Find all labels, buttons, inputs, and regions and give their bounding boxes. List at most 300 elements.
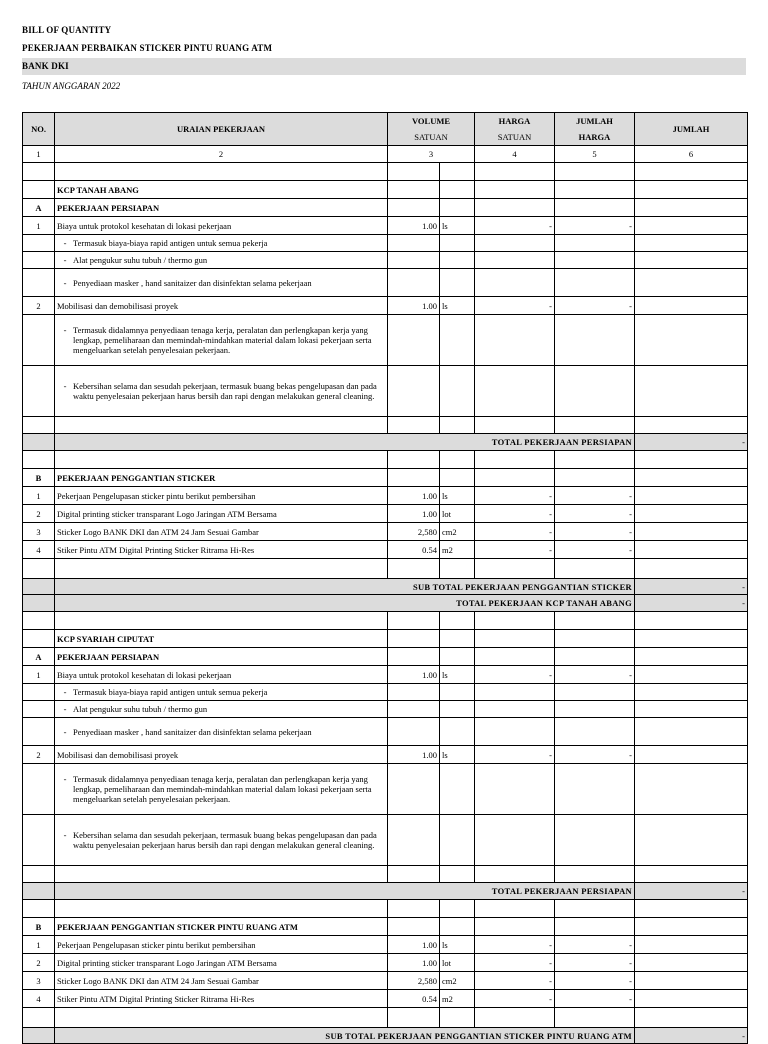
item-description: Digital printing sticker transparant Logo Jaringan ATM Bersama (55, 954, 388, 972)
table-cell (388, 417, 440, 434)
bullet-text: Termasuk didalamnya penyediaan tenaga kerja, peralatan dan perlengkapan kerja yang lengkap, pemeliharaan dan memindah-mindahkan material dalam lokasi pekerjaan serta mengeluarkan setelah penyelesaian pekerjaan. (73, 325, 372, 355)
table-row (23, 648, 748, 666)
table-row (23, 252, 748, 269)
bullet-dash: - (63, 726, 67, 737)
item-unit: cm2 (440, 972, 475, 990)
table-cell (475, 559, 555, 579)
table-cell (388, 1008, 440, 1028)
item-description: Biaya untuk protokol kesehatan di lokasi pekerjaan (55, 217, 388, 235)
table-cell (23, 764, 55, 815)
table-row (23, 815, 748, 866)
table-cell (388, 701, 440, 718)
table-cell (388, 366, 440, 417)
table-cell (23, 417, 55, 434)
table-cell (440, 366, 475, 417)
col-number: 6 (635, 146, 748, 163)
item-description: Sticker Logo BANK DKI dan ATM 24 Jam Sesuai Gambar (55, 523, 388, 541)
bullet-text: Penyediaan masker , hand sanitaizer dan disinfektan selama pekerjaan (73, 726, 312, 737)
bullet-text: Alat pengukur suhu tubuh / thermo gun (73, 704, 208, 714)
table-row (23, 217, 748, 235)
section-code: A (23, 648, 55, 666)
table-row (23, 883, 748, 900)
table-cell (388, 900, 440, 918)
table-row (23, 595, 748, 612)
item-unit: lot (440, 954, 475, 972)
item-number: 1 (23, 217, 55, 235)
table-cell (635, 451, 748, 469)
table-cell (23, 701, 55, 718)
col-number: 1 (23, 146, 55, 163)
item-total-price: - (555, 217, 635, 235)
item-volume: 2,580 (388, 972, 440, 990)
table-cell (555, 648, 635, 666)
bullet-item (57, 704, 385, 714)
item-number: 3 (23, 523, 55, 541)
table-row (23, 451, 748, 469)
table-cell (388, 612, 440, 630)
table-row (23, 181, 748, 199)
table-cell (635, 701, 748, 718)
table-cell (635, 990, 748, 1008)
item-total-price: - (555, 523, 635, 541)
table-cell (23, 595, 55, 612)
bullet-item (57, 238, 385, 248)
item-unit-price: - (475, 541, 555, 559)
table-cell (635, 746, 748, 764)
subtotal-sticker-label: SUB TOTAL PEKERJAAN PENGGANTIAN STICKER (55, 579, 635, 595)
table-cell (635, 684, 748, 701)
total-persiapan-label: TOTAL PEKERJAAN PERSIAPAN (55, 434, 635, 451)
table-cell (475, 199, 555, 217)
col-number: 3 (388, 146, 475, 163)
table-row (23, 417, 748, 434)
client-name: BANK DKI (22, 58, 746, 75)
item-unit-price: - (475, 746, 555, 764)
table-cell (475, 1008, 555, 1028)
table-cell (475, 900, 555, 918)
bullet-dash: - (63, 255, 67, 265)
item-number: 1 (23, 936, 55, 954)
table-cell (555, 366, 635, 417)
table-cell (635, 559, 748, 579)
table-cell (635, 487, 748, 505)
table-cell (555, 235, 635, 252)
item-description: Stiker Pintu ATM Digital Printing Sticker Ritrama Hi-Res (55, 990, 388, 1008)
item-volume: 2,580 (388, 523, 440, 541)
table-cell (475, 701, 555, 718)
table-cell (555, 269, 635, 297)
table-cell (475, 918, 555, 936)
table-row (23, 297, 748, 315)
table-cell (475, 315, 555, 366)
table-cell (388, 163, 440, 181)
boq-table (22, 112, 748, 1044)
item-number: 4 (23, 541, 55, 559)
table-cell (635, 918, 748, 936)
bullet-cell (55, 315, 388, 366)
table-cell (23, 235, 55, 252)
item-unit: ls (440, 217, 475, 235)
table-cell (555, 181, 635, 199)
item-total-price: - (555, 936, 635, 954)
table-cell (55, 900, 388, 918)
table-cell (388, 918, 440, 936)
table-cell (635, 954, 748, 972)
item-unit: cm2 (440, 523, 475, 541)
item-number: 2 (23, 505, 55, 523)
item-unit-price: - (475, 990, 555, 1008)
table-row (23, 954, 748, 972)
bullet-cell (55, 684, 388, 701)
bullet-item (57, 774, 385, 804)
table-row (23, 972, 748, 990)
table-cell (555, 866, 635, 883)
item-volume: 1.00 (388, 297, 440, 315)
bullet-cell (55, 252, 388, 269)
item-description: Mobilisasi dan demobilisasi proyek (55, 297, 388, 315)
item-unit: ls (440, 297, 475, 315)
table-cell (475, 866, 555, 883)
fiscal-year: TAHUN ANGGARAN 2022 (22, 81, 121, 91)
table-cell (475, 684, 555, 701)
section-code (23, 181, 55, 199)
section-title: KCP SYARIAH CIPUTAT (55, 630, 388, 648)
table-cell (475, 366, 555, 417)
table-row (23, 559, 748, 579)
table-cell (635, 297, 748, 315)
table-row (23, 579, 748, 595)
table-cell (635, 541, 748, 559)
item-number: 3 (23, 972, 55, 990)
total-kcp-value: - (635, 595, 748, 612)
col-number: 4 (475, 146, 555, 163)
item-unit-price: - (475, 487, 555, 505)
col-header-jumlah-harga: HARGA (555, 129, 635, 146)
item-unit-price: - (475, 297, 555, 315)
item-volume: 1.00 (388, 746, 440, 764)
table-cell (388, 684, 440, 701)
table-cell (635, 866, 748, 883)
table-row (23, 269, 748, 297)
bullet-dash: - (63, 325, 67, 335)
table-cell (555, 918, 635, 936)
table-cell (440, 630, 475, 648)
section-title: PEKERJAAN PENGGANTIAN STICKER PINTU RUANG ATM (55, 918, 388, 936)
table-cell (555, 1008, 635, 1028)
col-number: 5 (555, 146, 635, 163)
table-cell (475, 163, 555, 181)
table-cell (635, 648, 748, 666)
table-cell (388, 181, 440, 199)
item-description: Sticker Logo BANK DKI dan ATM 24 Jam Sesuai Gambar (55, 972, 388, 990)
table-cell (388, 559, 440, 579)
table-cell (23, 866, 55, 883)
table-cell (635, 505, 748, 523)
table-cell (388, 648, 440, 666)
item-description: Pekerjaan Pengelupasan sticker pintu berikut pembersihan (55, 936, 388, 954)
table-cell (23, 579, 55, 595)
table-cell (440, 235, 475, 252)
table-cell (635, 900, 748, 918)
table-cell (23, 1008, 55, 1028)
col-header-harga-satuan: SATUAN (475, 129, 555, 146)
table-cell (555, 163, 635, 181)
table-cell (440, 199, 475, 217)
bullet-text: Termasuk biaya-biaya rapid antigen untuk semua pekerja (73, 238, 268, 248)
item-description: Pekerjaan Pengelupasan sticker pintu berikut pembersihan (55, 487, 388, 505)
item-total-price: - (555, 297, 635, 315)
table-cell (475, 815, 555, 866)
table-cell (555, 451, 635, 469)
section-title: PEKERJAAN PERSIAPAN (55, 199, 388, 217)
col-header-satuan: SATUAN (388, 129, 475, 146)
item-description: Stiker Pintu ATM Digital Printing Sticker Ritrama Hi-Res (55, 541, 388, 559)
table-row (23, 235, 748, 252)
col-header-jumlah: JUMLAH (555, 113, 635, 130)
table-cell (440, 764, 475, 815)
table-cell (475, 451, 555, 469)
table-cell (635, 718, 748, 746)
table-row (23, 764, 748, 815)
item-total-price: - (555, 954, 635, 972)
table-cell (555, 718, 635, 746)
table-cell (440, 718, 475, 746)
table-cell (635, 235, 748, 252)
bullet-dash: - (63, 704, 67, 714)
table-cell (440, 269, 475, 297)
table-cell (440, 701, 475, 718)
col-number: 2 (55, 146, 388, 163)
table-cell (475, 181, 555, 199)
bullet-text: Termasuk biaya-biaya rapid antigen untuk semua pekerja (73, 687, 268, 697)
table-cell (475, 417, 555, 434)
table-row (23, 505, 748, 523)
table-cell (635, 366, 748, 417)
table-cell (388, 451, 440, 469)
table-cell (555, 315, 635, 366)
bullet-dash: - (63, 381, 67, 391)
table-row (23, 469, 748, 487)
table-cell (635, 972, 748, 990)
item-unit-price: - (475, 954, 555, 972)
item-total-price: - (555, 972, 635, 990)
section-title: KCP TANAH ABANG (55, 181, 388, 199)
section-title: PEKERJAAN PERSIAPAN (55, 648, 388, 666)
section-code: A (23, 199, 55, 217)
table-cell (55, 163, 388, 181)
total-persiapan-value: - (635, 434, 748, 451)
table-cell (475, 235, 555, 252)
item-unit-price: - (475, 936, 555, 954)
item-unit-price: - (475, 523, 555, 541)
bullet-cell (55, 269, 388, 297)
table-cell (475, 648, 555, 666)
table-cell (23, 163, 55, 181)
item-number: 2 (23, 954, 55, 972)
table-cell (635, 630, 748, 648)
table-cell (475, 630, 555, 648)
table-cell (440, 469, 475, 487)
total-persiapan-label: TOTAL PEKERJAAN PERSIAPAN (55, 883, 635, 900)
table-cell (440, 815, 475, 866)
table-cell (475, 269, 555, 297)
bullet-item (57, 727, 385, 737)
item-total-price: - (555, 541, 635, 559)
table-row (23, 666, 748, 684)
item-number: 2 (23, 746, 55, 764)
table-cell (635, 1008, 748, 1028)
table-cell (388, 315, 440, 366)
table-cell (23, 718, 55, 746)
table-cell (55, 612, 388, 630)
table-cell (555, 684, 635, 701)
table-row (23, 684, 748, 701)
table-cell (635, 815, 748, 866)
table-cell (555, 417, 635, 434)
table-cell (388, 252, 440, 269)
bullet-text: Alat pengukur suhu tubuh / thermo gun (73, 255, 208, 265)
item-unit: ls (440, 666, 475, 684)
table-cell (635, 417, 748, 434)
bullet-item (57, 255, 385, 265)
table-row (23, 612, 748, 630)
section-code: B (23, 469, 55, 487)
bullet-cell (55, 764, 388, 815)
table-row (23, 163, 748, 181)
bullet-text: Penyediaan masker , hand sanitaizer dan disinfektan selama pekerjaan (73, 277, 312, 288)
table-cell (635, 764, 748, 815)
table-cell (635, 163, 748, 181)
table-cell (23, 684, 55, 701)
bullet-cell (55, 815, 388, 866)
table-cell (55, 559, 388, 579)
boq-table-body (23, 113, 748, 1044)
table-cell (635, 217, 748, 235)
total-persiapan-value: - (635, 883, 748, 900)
table-row (23, 918, 748, 936)
total-kcp-label: TOTAL PEKERJAAN KCP TANAH ABANG (55, 595, 635, 612)
table-cell (635, 199, 748, 217)
bullet-dash: - (63, 687, 67, 697)
table-cell (475, 469, 555, 487)
table-cell (388, 866, 440, 883)
item-volume: 1.00 (388, 666, 440, 684)
table-cell (440, 163, 475, 181)
table-cell (555, 900, 635, 918)
table-cell (23, 269, 55, 297)
table-row (23, 990, 748, 1008)
bullet-text: Kebersihan selama dan sesudah pekerjaan, termasuk buang bekas pengelupasan dan pada waktu penyelesaian pekerjaan harus bersih dan rapi dengan melakukan general cleaning. (73, 830, 377, 850)
table-cell (635, 666, 748, 684)
bullet-dash: - (63, 238, 67, 248)
table-cell (440, 1008, 475, 1028)
item-volume: 1.00 (388, 487, 440, 505)
table-row (23, 366, 748, 417)
table-cell (635, 269, 748, 297)
item-volume: 1.00 (388, 954, 440, 972)
col-header-volume: VOLUME (388, 113, 475, 130)
table-cell (475, 612, 555, 630)
bullet-dash: - (63, 774, 67, 784)
section-code (23, 630, 55, 648)
item-unit: m2 (440, 990, 475, 1008)
item-total-price: - (555, 505, 635, 523)
item-volume: 0.54 (388, 990, 440, 1008)
table-cell (23, 315, 55, 366)
item-unit: ls (440, 746, 475, 764)
item-unit: ls (440, 936, 475, 954)
item-number: 1 (23, 487, 55, 505)
table-cell (635, 936, 748, 954)
table-cell (23, 815, 55, 866)
item-unit: m2 (440, 541, 475, 559)
table-cell (555, 764, 635, 815)
table-cell (635, 181, 748, 199)
item-volume: 1.00 (388, 936, 440, 954)
table-cell (555, 612, 635, 630)
table-cell (55, 1008, 388, 1028)
table-cell (388, 469, 440, 487)
item-total-price: - (555, 666, 635, 684)
table-cell (23, 612, 55, 630)
bullet-item (57, 381, 385, 401)
col-header-harga: HARGA (475, 113, 555, 130)
item-unit-price: - (475, 217, 555, 235)
table-cell (555, 559, 635, 579)
table-cell (635, 315, 748, 366)
table-cell (635, 523, 748, 541)
table-cell (23, 900, 55, 918)
table-row (23, 434, 748, 451)
col-header-jumlah-total: JUMLAH (635, 113, 748, 146)
table-cell (23, 451, 55, 469)
table-row (23, 1008, 748, 1028)
section-code: B (23, 918, 55, 936)
bullet-cell (55, 366, 388, 417)
table-cell (55, 866, 388, 883)
table-cell (440, 866, 475, 883)
table-cell (388, 269, 440, 297)
table-row (23, 630, 748, 648)
bullet-text: Termasuk didalamnya penyediaan tenaga kerja, peralatan dan perlengkapan kerja yang lengkap, pemeliharaan dan memindah-mindahkan material dalam lokasi pekerjaan serta mengeluarkan setelah penyelesaian pekerjaan. (73, 774, 372, 804)
table-row (23, 718, 748, 746)
subtotal-sticker-value: - (635, 579, 748, 595)
table-row (23, 487, 748, 505)
document-title: BILL OF QUANTITY (22, 25, 112, 35)
item-description: Biaya untuk protokol kesehatan di lokasi pekerjaan (55, 666, 388, 684)
table-row (23, 701, 748, 718)
bullet-text: Kebersihan selama dan sesudah pekerjaan, termasuk buang bekas pengelupasan dan pada waktu penyelesaian pekerjaan harus bersih dan rapi dengan melakukan general cleaning. (73, 381, 377, 401)
item-volume: 0.54 (388, 541, 440, 559)
bullet-dash: - (63, 830, 67, 840)
table-cell (23, 1028, 55, 1044)
col-header-no: NO. (23, 113, 55, 146)
table-cell (475, 764, 555, 815)
bullet-cell (55, 235, 388, 252)
item-description: Digital printing sticker transparant Logo Jaringan ATM Bersama (55, 505, 388, 523)
table-cell (440, 648, 475, 666)
table-cell (440, 900, 475, 918)
bullet-dash: - (63, 277, 67, 288)
table-cell (440, 252, 475, 269)
item-unit-price: - (475, 505, 555, 523)
table-cell (440, 417, 475, 434)
table-cell (388, 235, 440, 252)
table-row (23, 866, 748, 883)
item-number: 1 (23, 666, 55, 684)
table-row (23, 1028, 748, 1044)
table-cell (555, 199, 635, 217)
